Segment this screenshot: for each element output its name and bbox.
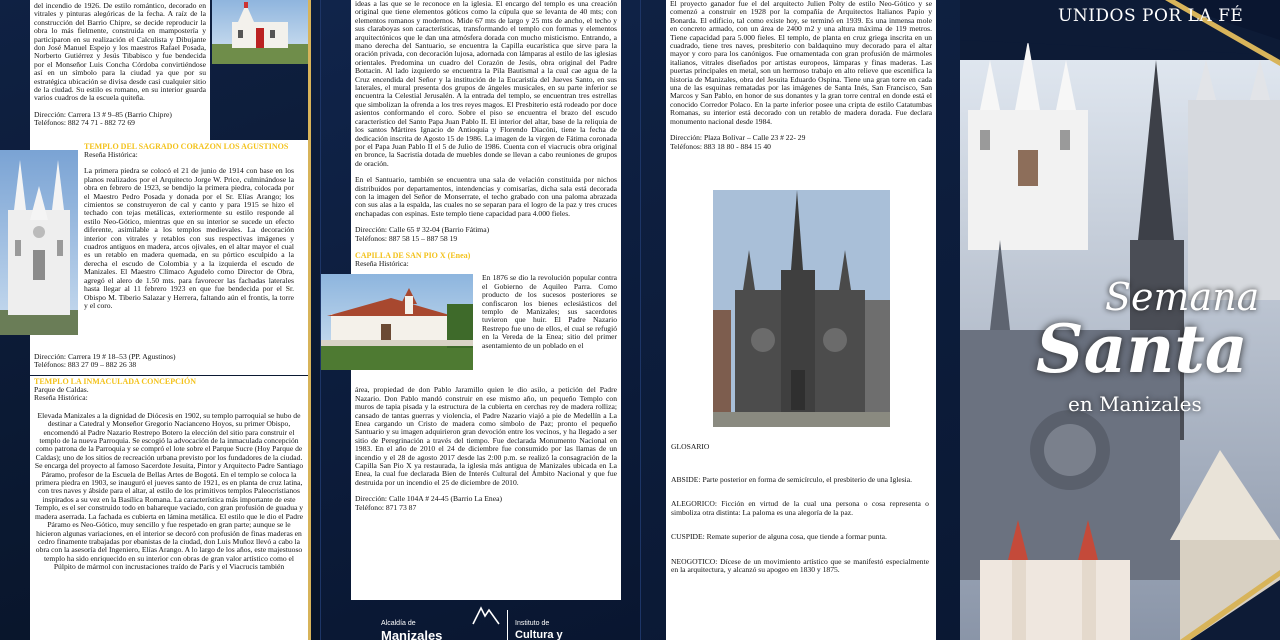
glossary-list [671, 476, 929, 574]
fatima-address: Dirección: Calle 65 # 32-04 (Barrio Fátima) [355, 225, 490, 235]
intro-phones: Teléfonos: 882 74 71 - 882 72 69 [34, 118, 135, 128]
catedral-address: Dirección: Plaza Bolívar – Calle 23 # 22- 29 [670, 133, 806, 143]
alcaldia-name: Manizales [381, 628, 443, 640]
glossary-term: ALEGORICO: [671, 499, 717, 509]
alcaldia-logo-icon [471, 604, 501, 626]
sanpio-body-side: En 1876 se dio la revolución popular contra el Gobierno de Aquileo Parra. Como producto de los sucesos posteriores se confiscaron los bienes eclesiásticos del templo de Manizales; sus sacerdotes tuvieron que huir. El Padre Nazario Restrepo fue uno de ellos, el cual se refugió en la Vereda de la Enea; sitio del primer asentamiento de un poblado en el [482, 273, 617, 350]
intro-address: Dirección: Carrera 13 # 9–85 (Barrio Chipre) [34, 109, 172, 119]
alcaldia-label: Alcaldía de [381, 620, 416, 627]
cover-title-santa: Santa [1036, 310, 1248, 388]
fatima-phones: Teléfonos: 887 58 15 – 887 58 19 [355, 233, 458, 243]
inmaculada-subtitle-2: Reseña Histórica: [34, 393, 88, 403]
agustinos-contact [34, 353, 294, 370]
sanpio-subtitle: Reseña Histórica: [355, 258, 409, 268]
sanpio-chapel-photo [321, 274, 473, 370]
panel-2 [320, 0, 641, 640]
agustinos-title: TEMPLO DEL SAGRADO CORAZON LOS AGUSTINOS [84, 142, 289, 151]
glossary-item [671, 558, 929, 575]
inmaculada-title: TEMPLO LA INMACULADA CONCEPCIÓN [34, 377, 197, 386]
cover-title-manizales: en Manizales [1068, 392, 1202, 416]
agustinos-address: Dirección: Carrera 19 # 18–53 (PP. Agustinos) [34, 352, 176, 361]
glossary-def: Dícese de un movimiento artístico que se manifestó especialmente en la arquitectura, y alcanzó su apogeo en 1830 y 1875. [671, 556, 930, 575]
inmaculada-body: Elevada Manizales a la dignidad de Diócesis en 1902, su templo parroquial se hubo de destinar a Catedral y Monseñor Gregorio Nacianceno Hoyos, su primer Obispo, encomendó al Padre Nazario Restrepo Botero la elección del sitio para construir el templo de la nueva Parroquia. Se escogió la advocación de la inmaculada concepción como patrona de la Parroquia y se compró el lote sobre el Parque Sucre (Hoy Parque de Caldas); uno de los sitios de recreación urbana previsto por los fundadores de la ciudad. Se encarga del proyecto al famoso Sacerdote Jesuita, Pintor y Arquitecto Padre Santiago Páramo, profesor de la Escuela de Bellas Artes de Bogotá. En el templo se coloca la primera piedra en 1903, se inauguró el jueves santo de 1921, es en planta de cruz latina, con tres naves y ábside para el altar, al estilo de los primitivos templos Paleocristianos inspirados a su vez en la Basílica Romana. La característica más importante de este Templo, es el ser construido todo en bahareque vaciado, con gran profusión de guadua y madera aserrada. La fachada es cubierta en lámina metálica. El estilo que le dio el Padre Páramo es Neo-Gótico, muy sencillo y fue respetado en gran parte; aunque se le hicieron algunas variaciones, en el interior se decoró con profusión de finas maderas en cedro finamente trabajadas por ebanistas de la ciudad, don Luis Muñoz llevó a cabo la obra con la asesoría del Ingeniero, Elías Arango. A lo largo de los años, este majestuoso templo ha sido enriquecido en su interior con obras de gran valor artístico como el Púlpito de mármol con incrustaciones traído de París y el Viacrucis también [34, 410, 304, 572]
instituto-label: Instituto de [515, 620, 550, 627]
glossary-item [671, 500, 929, 517]
agustinos-church-photo [0, 150, 78, 335]
intro-block [30, 0, 210, 140]
panel-3 [640, 0, 961, 640]
glossary-def: Ficción en virtud de la cual una persona o cosa representa o simboliza otra distinta: La paloma es una alegoría de la paz. [671, 499, 929, 517]
cover-panel [960, 0, 1280, 640]
catedral-body: El proyecto ganador fue el del arquitecto Julien Polty de estilo Neo-Gótico y se comenzó a construir en 1928 por la compañía de Arquitectos Italianos Papio y Bonarda. El edificio, tal como existe hoy, se terminó en 1939. Es una inmensa mole en concreto armado, con un área de 2400 m2 y una altura máxima de 119 metros. Tiene capacidad para 5.000 fieles. El templo, de planta en cruz griega inscrita en un cuadrado, tiene tres naves, presbiterio con baldaquino muy decorado para el altar mayor y coro para los canónigos. Fue ornamentada con gran profusión de mármoles italianos, vitrales diseñados por artistas europeos, lámparas y finas maderas. Las puertas principales en metal, son un hermoso trabajo en alto relieve que escenifica la historia de Manizales, obra del Jesuita Eduardo Ospina. Tiene una gran torre en cada una de las esquinas rematadas por las imágenes de Santa Inés, San Francisco, San Marcos y San Pablo, en honor de sus donantes y la gran torre central en donde está el conocido Corredor Polaco. En la parte inferior posee una cripta de estilo Catatumbas Romanas, su interior está decorado con un retablo de madera dorada. Fue declara monumento nacional desde 1984. [670, 0, 932, 126]
logos [381, 604, 581, 640]
glossary-def: Remate superior de alguna cosa, que tiende a formar punta. [706, 532, 887, 542]
agustinos-subtitle: Reseña Histórica: [84, 150, 138, 159]
agustinos-text [84, 143, 294, 310]
panel3-block [666, 0, 936, 640]
agustinos-phones: Teléfonos: 883 27 09 – 882 26 38 [34, 360, 137, 370]
agustinos-body: La primera piedra se colocó el 21 de junio de 1914 con base en los planos realizados por el Arquitecto Jorge W. Price, culminándose la obra en febrero de 1923, se bendijo la primera piedra, colocada por el Maestro Pedro Posada y donada por el Sr. Elías Arango; los cimientos se construyeron de cal y canto y para 1915 se hizo el techado con tejas metálicas, exteriormente su estilo responde al estilo Neo-Gótico, mientras que en su interior se sucede un efecto diferente, asimilable a los templos medievales. La decoración interior con vitrales y retablos con sus respectivas imágenes y cuadros antiguos en madera, arcos ojivales, en el altar mayor el cual es un retablo en madera quemada, en su pórtico esculpido a la derecha el escudo de Colombia y a la izquierda el escudo de Manizales. El Maestro Clímaco Agudelo como Director de Obra, agregó el alero de 1.50 mts. para favorecer las fachadas laterales hasta llegar al 11 febrero 1923 en que fue bendecida por el Sr. Obispo M. Tiberio Salazar y Herrera, faltando aún el frontis, la torre y el coro. [84, 166, 294, 310]
sanpio-address: Dirección: Calle 104A # 24-45 (Barrio La Enea) [355, 494, 502, 504]
cover-tagline: UNIDOS POR LA FÉ [1058, 6, 1244, 26]
catedral-phones: Teléfonos: 883 18 80 - 884 15 40 [670, 141, 771, 151]
glossary-term: CUSPIDE: [671, 532, 705, 542]
inmaculada-block [30, 376, 308, 640]
cover-title-semana: Semana [1105, 275, 1260, 319]
sanpio-phones: Teléfono: 871 73 87 [355, 502, 417, 512]
catedral-photo [713, 190, 890, 427]
church-chipre-photo [212, 0, 308, 64]
glossary-term: NEOGOTICO: [671, 556, 718, 566]
fatima-body-2: En el Santuario, también se encuentra una sala de velación constituida por nichos distribuidos por departamentos, intendencias y comisarías, dicha sala está decorada con la imagen del Señor de Monserrate, el techo grabado con una paloma abrazada con sus alas a la espalda, las cuales no se separan para el logro de la paz y tres cruces enchapadas con espinas. Este templo tiene capacidad para 4.000 fieles. [355, 175, 617, 218]
intro-text: del incendio de 1926. De estilo romántico, decorado en vitrales y pinturas alegóricas de la fecha. A raíz de la construcción del Barrio Chipre, se decide reproducir la obra lo más fielmente, construida en mampostería y participaron en su realización el Calculista y Dibujante don José Manuel Espejo y los maestros Rafael Posada, Norberto Gutiérrez y Jesús Tibabisco y fue bendecida por el Monseñor Luis Concha Córdoba convirtiéndose así en un símbolo para la ciudad ya que por su estratégica ubicación se divisa desde casi cualquier sitio de la ciudad. Su estilo es romano, en su interior guarda varios cuadros de la escuela quiteña. [34, 1, 206, 103]
glossary-item [671, 533, 929, 541]
sanpio-title: CAPILLA DE SAN PIO X (Enea) [355, 250, 471, 260]
glossary-item [671, 476, 929, 484]
glossary-title: GLOSARIO [671, 442, 710, 451]
panel-1 [0, 0, 320, 640]
glossary-def: Parte posterior en forma de semicírculo, el presbiterio de una Iglesia. [702, 475, 913, 484]
instituto-name: Cultura y [515, 629, 563, 640]
logo-divider [507, 610, 508, 640]
gold-stripe [308, 0, 311, 640]
panel2-block [351, 0, 621, 600]
sanpio-body: área, propiedad de don Pablo Jaramillo quien le dio asilo, a petición del Padre Nazario. Don Pablo mandó construir en ese mismo año, un pequeño Templo con muros de tapia pisada y la estructura de la cubierta en cerchas rey de madera rolliza; cansado de tantas guerras y violencia, el Padre Nazario viajó a pie de Medellín a La Enea cargando un Cristo de madera como símbolo de Paz; pronto el pequeño Santuario y su imagen adquirieron gran devoción entre los vecinos, y ha llegado a ser sitio de Peregrinación a través del tiempo. Fue declarada Monumento Nacional en 1983. En el año de 2010 el 24 de diciembre fue consumido por las llamas de un incendio y el 28 de agosto 2017 desde las 2:00 p.m. se realizó la consagración de la Capilla San Pio X ya restaurada, la iglesia más antigua de Manizales ubicada en La Enea, la cual fue declarada Bien de Interés Cultural del Ámbito Nacional y que fue destruida por un incendio el 25 de diciembre de 2010. [355, 385, 617, 487]
glossary-term: ABSIDE: [671, 475, 701, 484]
fatima-body-1: ideas a las que se le reconoce en la iglesia. El encargo del templo es una creación original que tiene elementos góticos como la cúpula que se levanta de 40 mts; con elementos romanos y modernos. Mide 67 mts de largo y 25 mts de ancho, el techo y sus claraboyas son características, transformando el templo con formas y elementos arquitectónicos que le dan una atmósfera dorada con mucho misticismo. Entrando, a mano derecha del Santuario, se encuentra la Capilla eucarística que sirve para la oración privada, con decoración lujosa, adornada con lámparas al estilo de las iglesias orientales. Predomina un cuadro del Corazón de Jesús, obra original del Padre Bottacin. Al lado izquierdo se encuentra la Pila Bautismal a la cual cae agua de la Cruz encendida del Señor y la institución de la Eucaristía del Jueves Santo, en sus laterales, el mural presenta dos grupos de ángeles musicales, en su parte inferior se encuentra la Celestial Jerusalén. A la entrada del templo, se encuentran tres estrellas que simbolizan la ofrenda a los tres reyes magos. El Presbiterio está rodeado por doce asientos conformando el coro. Sobre el piso se encuentra el brazo del escudo característico del Santo Papa Juan Pablo II. El interior del altar, base de la reliquia de los santos Mártires Ignacio de Antioquia y Florendo Diacóni, tiene la fecha de dedicación inscrita de Agosto 15 de 1986. La imagen de la virgen de Fátima coronada por el Papa Juan Pablo II el 5 de Julio de 1986. Cuenta con el viacrucis obra original en bronce, la Sacristía dotada de muebles donde se llevan a cabo reuniones de grupos de oración. [355, 0, 617, 168]
sanpio-row [355, 274, 617, 376]
inmaculada-subtitle-1: Parque de Caldas. [34, 385, 89, 394]
